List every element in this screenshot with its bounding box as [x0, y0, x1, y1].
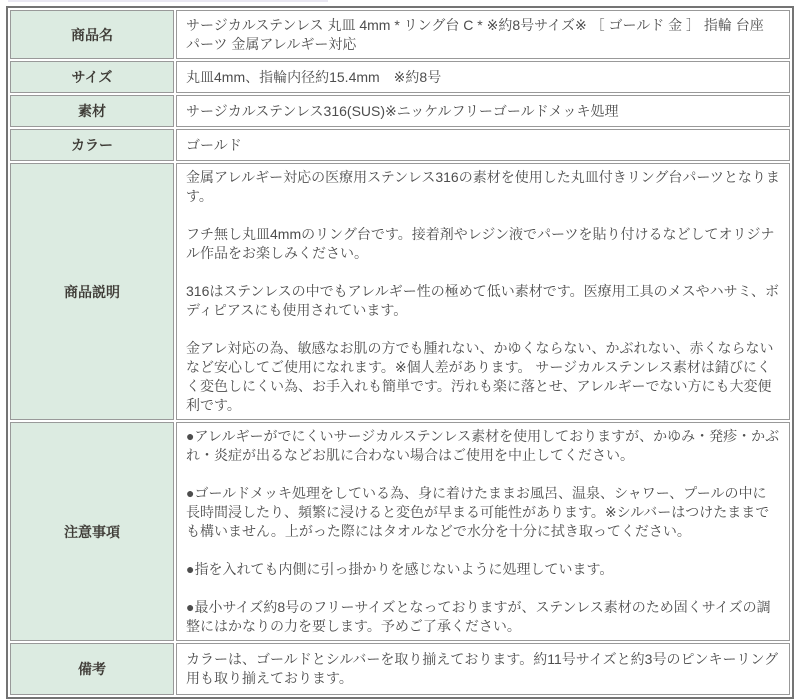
label-text: 商品名 — [71, 26, 113, 43]
row-label-size — [10, 61, 174, 93]
label-text: カラー — [71, 137, 113, 153]
material-text: サージカルステンレス316(SUS)※ニッケルフリーゴールドメッキ処理 — [186, 102, 619, 119]
table-row-size — [10, 61, 790, 93]
row-value-color — [176, 129, 790, 161]
row-label-material — [10, 95, 174, 127]
table-row-material — [10, 95, 790, 127]
label-text: サイズ — [71, 69, 113, 85]
description-paragraph: フチ無し丸皿4mmのリング台です。接着剤やレジン液でパーツを貼り付けるなどしてオリジナル作品をお楽しみください。 — [186, 226, 775, 261]
row-label-product-name — [10, 10, 174, 59]
description-paragraph: 316はステンレスの中でもアレルギー性の極めて低い素材です。医療用工具のメスやハサミ、ボディピアスにも使用されています。 — [186, 283, 780, 318]
table-row-product-name — [10, 10, 790, 59]
precaution-item: ●最小サイズ約8号のフリーサイズとなっておりますが、ステンレス素材のため固くサイズの調整にはかなりの力を要します。予めご了承ください。 — [186, 599, 771, 634]
size-text: 丸皿4mm、指輪内径約15.4mm ※約8号 — [186, 68, 442, 85]
label-text: 素材 — [78, 103, 106, 119]
remarks-text: カラーは、ゴールドとシルバーを取り揃えております。約11号サイズと約3号のピンキーリング用も取り揃えております。 — [186, 651, 779, 686]
description-paragraph: 金アレ対応の為、敏感なお肌の方でも腫れない、かゆくならない、かぶれない、赤くならないなど安心してご使用になれます。※個人差があります。 サージカルステンレス素材は錆びにくく変色しにくい為、お手入れも簡単です。汚れも楽に落とせ、アレルギーでない方にも大変便利です。 — [186, 340, 774, 413]
color-text: ゴールド — [186, 136, 242, 153]
label-text: 商品説明 — [64, 283, 120, 300]
precaution-item: ●指を入れても内側に引っ掛かりを感じないように処理しています。 — [186, 561, 614, 577]
row-value-product-name — [176, 10, 790, 59]
description-paragraph: 金属アレルギー対応の医療用ステンレス316の素材を使用した丸皿付きリング台パーツとなります。 — [186, 169, 780, 204]
table-row-remarks — [10, 643, 790, 695]
row-value-precautions — [176, 422, 790, 641]
precaution-item: ●ゴールドメッキ処理をしている為、身に着けたままお風呂、温泉、シャワー、プールの中に長時間浸したり、頻繁に浸けると変色が早まる可能性があります。※シルバーはつけたままでも構いません。上がった際にはタオルなどで水分を十分に拭き取ってください。 — [186, 485, 770, 539]
row-label-description — [10, 163, 174, 420]
row-value-size — [176, 61, 790, 93]
row-value-description — [176, 163, 790, 420]
product-spec-table — [6, 6, 794, 699]
row-label-precautions — [10, 422, 174, 641]
row-value-material — [176, 95, 790, 127]
table-row-color — [10, 129, 790, 161]
row-label-color — [10, 129, 174, 161]
precaution-item: ●アレルギーがでにくいサージカルステンレス素材を使用しておりますが、かゆみ・発疹・かぶれ・炎症が出るなどお肌に合わない場合はご使用を中止してください。 — [186, 428, 780, 463]
row-label-remarks — [10, 643, 174, 695]
table-row-precautions — [10, 422, 790, 641]
table-row-description — [10, 163, 790, 420]
label-text: 備考 — [78, 661, 106, 677]
row-value-remarks — [176, 643, 790, 695]
label-text: 注意事項 — [64, 523, 120, 540]
top-cropped-strip — [8, 0, 328, 2]
product-name-text: サージカルステンレス 丸皿 4mm * リング台 C * ※約8号サイズ※ ［ ゴールド 金 ］ 指輪 台座 パーツ 金属アレルギー対応 — [186, 16, 764, 52]
